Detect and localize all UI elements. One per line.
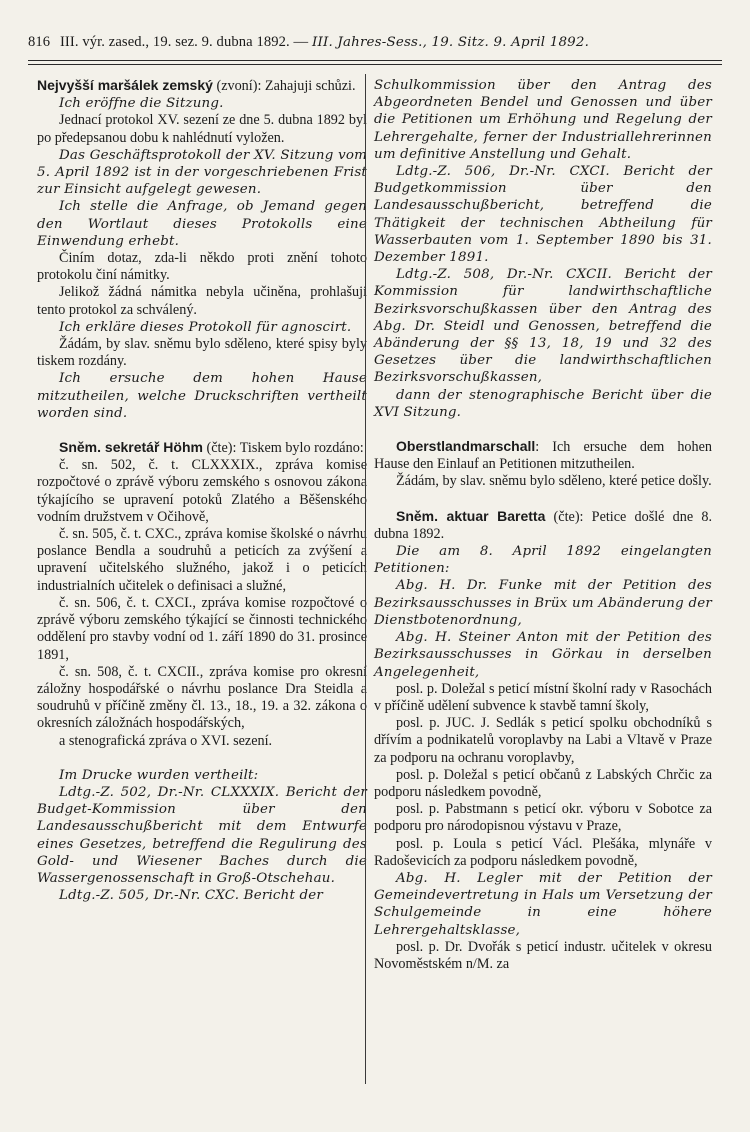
paragraph-text: Ich erkläre dieses Protokoll für agnoscirt. <box>59 319 352 335</box>
paragraph <box>37 595 367 664</box>
paragraph-text: (zvoní): Zahajuji schůzi. <box>212 78 356 94</box>
paragraph <box>374 767 712 801</box>
paragraph-text: Ldtg.-Z. 506, Dr.-Nr. CXCI. Bericht der Budgetkommission über den Landesausschußbericht, betreffend die Thätigkeit der technischen Abtheilung für Wasserbauten vom 1. September 1890 bis 31. Dezember 1891. <box>374 164 712 266</box>
speaker-name: Oberstlandmarschall <box>396 438 536 455</box>
paragraph-text: Ldtg.-Z. 502, Dr.-Nr. CLXXXIX. Bericht der Budget-Kommission über den Landesausschußbericht mit dem Entwurfe eines Gesetzes, betreffend die Regulirung des Gold- und Wiesener Baches durch die Wassergenossenschaft in Groß-Otschehau. <box>37 784 367 886</box>
right-column <box>374 77 712 973</box>
paragraph-text: Abg. H. Legler mit der Petition der Gemeindevertretung in Hals um Versetzung der Schulgemeinde in eine höhere Lehrergehaltsklasse, <box>374 870 712 938</box>
column-divider <box>365 74 366 1084</box>
paragraph <box>37 370 367 422</box>
page-header <box>28 34 722 51</box>
paragraph <box>37 422 367 439</box>
paragraph <box>374 629 712 681</box>
speaker-name: Nejvyšší maršálek zemský <box>37 77 213 93</box>
paragraph <box>37 319 367 336</box>
paragraph-text: č. sn. 508, č. t. CXCII., zpráva komise pro okresní záložny hospodářské o návrhu poslance Dra Steidla a soudruhů v příčině změny čl. 13., 18., 19. a 32. zákona o okresních záložnách hospodářských, <box>37 663 367 732</box>
paragraph <box>37 112 367 146</box>
paragraph <box>374 715 712 767</box>
paragraph <box>37 750 367 767</box>
paragraph <box>374 508 712 543</box>
paragraph-text: a stenografická zpráva o XVI. sezení. <box>59 732 273 749</box>
paragraph <box>37 147 367 199</box>
paragraph <box>374 870 712 939</box>
paragraph-text: (čte): Petice došlé dne 8. dubna 1892. <box>374 508 712 542</box>
paragraph-text: Im Drucke wurden vertheilt: <box>59 767 259 783</box>
paragraph-text: posl. p. JUC. J. Sedlák s peticí spolku obchodníků s dřívím a podnikatelů voroplavby na Labi a Vltavě v Praze za podporu na ochranu voroplavby, <box>374 715 712 766</box>
paragraph-text: Jednací protokol XV. sezení ze dne 5. dubna 1892 byl po předepsanou dobu k nahlédnutí vyložen. <box>37 112 367 146</box>
paragraph <box>37 250 367 284</box>
paragraph-text: Das Geschäftsprotokoll der XV. Sitzung vom 5. April 1892 ist in der vorgeschriebenen Frist zur Einsicht aufgelegt gewesen. <box>37 147 367 198</box>
paragraph <box>374 266 712 386</box>
paragraph <box>374 491 712 508</box>
paragraph-text: posl. p. Pabstmann s peticí okr. výboru v Sobotce za podporu pro národopisnou výstavu v Praze, <box>374 801 712 835</box>
paragraph <box>374 577 712 629</box>
paragraph-text: Ldtg.-Z. 505, Dr.-Nr. CXC. Bericht der <box>59 888 323 904</box>
paragraph-text: Žádám, by slav. sněmu bylo sděleno, které spisy byly tiskem rozdány. <box>37 336 367 370</box>
paragraph-text: posl. p. Loula s peticí Václ. Plešáka, mlynáře v Radoševicích za podporu následkem povodně, <box>374 835 712 869</box>
paragraph <box>374 387 712 421</box>
paragraph <box>374 163 712 266</box>
paragraph-text: (čte): Tiskem bylo rozdáno: <box>202 440 364 457</box>
paragraph-text: dann der stenographische Bericht über die XVI Sitzung. <box>374 387 712 420</box>
paragraph-text: č. sn. 502, č. t. CLXXXIX., zpráva komise rozpočtové o zprávě výboru zemského s osnovou zákona týkajícího se upravení potoků Zlatého a Běšenského vodním družstvem v Očihově, <box>37 457 367 525</box>
paragraph <box>37 784 367 887</box>
paragraph-text: Jelikož žádná námitka nebyla učiněna, prohlašuji tento protokol za schválený. <box>37 284 367 318</box>
left-column <box>37 77 367 904</box>
paragraph-text: posl. p. Dr. Dvořák s peticí industr. učitelek v okresu Novoměstském n/M. za <box>374 938 712 972</box>
paragraph <box>37 95 367 112</box>
header-right-text: III. Jahres-Sess., 19. Sitz. 9. April 1892. <box>312 35 590 50</box>
paragraph <box>374 836 712 870</box>
paragraph <box>37 526 367 595</box>
paragraph <box>37 439 367 457</box>
paragraph <box>374 681 712 715</box>
paragraph <box>37 77 367 95</box>
paragraph-text: Činím dotaz, zda-li někdo proti znění tohoto protokolu činí námitky. <box>37 250 367 284</box>
page-number: 816 <box>28 34 51 50</box>
header-rule-top <box>28 60 722 61</box>
paragraph <box>37 733 367 750</box>
header-left-text: III. výr. zased., 19. sez. 9. dubna 1892. <box>59 34 290 50</box>
paragraph <box>374 473 712 490</box>
paragraph <box>37 887 367 904</box>
paragraph <box>374 939 712 973</box>
paragraph <box>374 801 712 835</box>
paragraph <box>374 77 712 163</box>
paragraph-text: Ich eröffne die Sitzung. <box>59 96 224 112</box>
speaker-name: Sněm. sekretář Höhm <box>59 439 203 456</box>
paragraph <box>37 664 367 733</box>
paragraph <box>37 284 367 318</box>
paragraph-text: Die am 8. April 1892 eingelangten Petitionen: <box>374 544 712 577</box>
paragraph-text: Abg. H. Dr. Funke mit der Petition des Bezirksausschusses in Brüx um Abänderung der Dienstbotenordnung, <box>374 578 712 628</box>
paragraph-text: Schulkommission über den Antrag des Abgeordneten Bendel und Genossen und über die Petitionen um Erhöhung und Regelung der Lehrergehalte, ferner der Industriallehrerinnen um definitive Anstellung und Gehalt. <box>374 78 712 162</box>
paragraph <box>374 438 712 473</box>
paragraph <box>37 767 367 784</box>
paragraph <box>374 421 712 438</box>
paragraph <box>37 198 367 250</box>
paragraph-text: Ich ersuche dem hohen Hause mitzutheilen, welche Druckschriften vertheilt worden sind. <box>37 371 367 421</box>
paragraph-text: posl. p. Doležal s peticí místní školní rady v Rasochách v příčině udělení subvence k stavbě tamní školy, <box>374 680 712 714</box>
paragraph-text: Abg. H. Steiner Anton mit der Petition des Bezirksausschusses in Görkau in derselben Angelegenheit, <box>374 630 712 680</box>
paragraph-text: Ldtg.-Z. 508, Dr.-Nr. CXCII. Bericht der Kommission für landwirthschaftliche Bezirksvorschußkassen über den Antrag des Abg. Dr. Steidl und Genossen, betreffend die Abänderung der §§ 13, 18, 19 und 32 des Gesetzes über die landwirthschaftlichen Bezirksvorschußkassen, <box>374 267 712 386</box>
paragraph-text: č. sn. 506, č. t. CXCI., zpráva komise rozpočtové o zprávě výboru zemského týkající se činnosti technického oddělení pro stavby vodní od 1. září 1890 do 31. prosince 1891, <box>37 594 367 663</box>
paragraph-text: č. sn. 505, č. t. CXC., zpráva komise školské o návrhu poslance Bendla a soudruhů a peticích za zvýšení a upravení učitelského služného, jakož i o peticích industrialních učitelek o definisaci a služné, <box>37 526 367 594</box>
paragraph <box>37 336 367 370</box>
header-rule-bottom <box>28 64 722 65</box>
header-separator: — <box>293 34 309 50</box>
paragraph-text: : Ich ersuche dem hohen Hause den Einlauf an Petitionen mitzutheilen. <box>374 439 712 473</box>
paragraph-text: posl. p. Doležal s peticí občanů z Labských Chrčic za podporu následkem povodně, <box>374 766 712 800</box>
paragraph-text: Ich stelle die Anfrage, ob Jemand gegen den Wortlaut dieses Protokolls eine Einwendung erhebt. <box>37 199 367 249</box>
speaker-name: Sněm. aktuar Baretta <box>396 507 546 524</box>
paragraph <box>374 543 712 577</box>
paragraph <box>37 457 367 526</box>
paragraph-text: Žádám, by slav. sněmu bylo sděleno, které petice došly. <box>396 473 712 490</box>
